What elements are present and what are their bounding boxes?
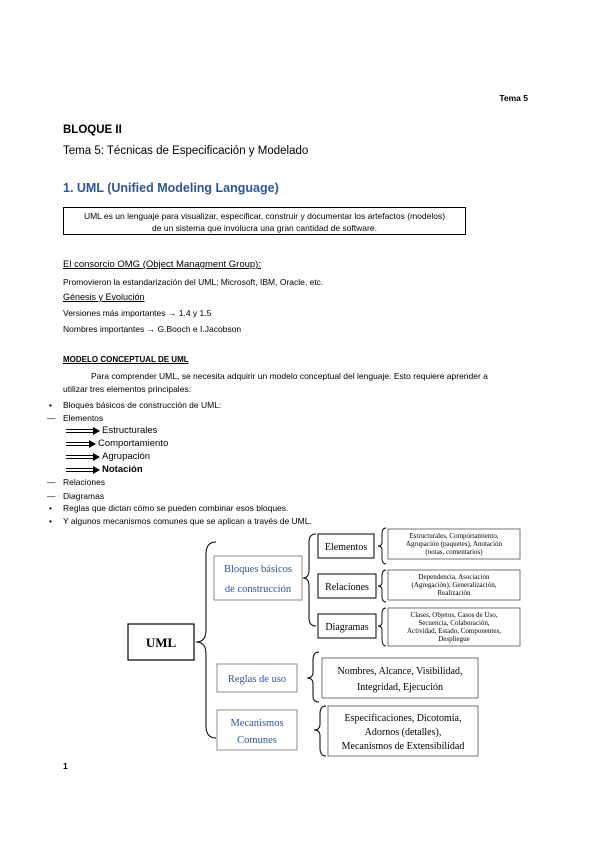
box-bloques-line2: de construcción: [224, 584, 292, 595]
brace-first-level: [196, 542, 216, 738]
sub-item-estructurales: Estructurales: [102, 425, 158, 436]
sub-item-agrupacion: Agrupación: [102, 451, 151, 462]
detail-diagramas-line4: Despliegue: [438, 635, 470, 643]
bullet-bloques: • Bloques básicos de construcción de UML:: [63, 400, 221, 410]
sub-item-comportamiento: Comportamiento: [98, 438, 169, 449]
box-mecanismos-line2: Comunes: [237, 735, 277, 746]
brace-elementos: [378, 528, 386, 564]
detail-relaciones-line2: (Agregación), Generalización,: [411, 581, 497, 589]
box-reglas-label: Reglas de uso: [227, 674, 287, 685]
brace-reglas: [307, 652, 319, 702]
detail-mecanismos-line1: Especificaciones, Dicotomía,: [344, 713, 462, 724]
detail-relaciones-line1: Dependencia, Asociación: [418, 573, 490, 581]
dash-elementos: — Elementos: [63, 413, 103, 423]
diagram-root-label: UML: [145, 635, 177, 650]
detail-mecanismos-line3: Mecanismos de Extensibilidad: [341, 741, 465, 752]
box-mecanismos-line1: Mecanismos: [230, 718, 284, 729]
conceptual-para-line-2: utilizar tres elementos principales:: [63, 384, 192, 394]
names-text: Nombres importantes → G.Booch e I.Jacobson: [63, 324, 242, 334]
conceptual-heading: MODELO CONCEPTUAL DE UML: [63, 355, 189, 364]
sub-item-row-4: [66, 464, 143, 475]
sub-item-row-3: [66, 451, 150, 462]
dash-relaciones: — Relaciones: [63, 477, 105, 487]
page-number: 1: [63, 761, 68, 771]
detail-diagramas-line2: Secuencia, Colaboración,: [418, 619, 490, 627]
bloque-title: BLOQUE II: [63, 124, 122, 136]
box-bloques-line1: Bloques básicos: [224, 564, 292, 575]
box-diagramas-label: Diagramas: [325, 622, 369, 633]
bullet-mecanismos: • Y algunos mecanismos comunes que se aplican a través de UML.: [63, 516, 312, 526]
header-tema-label: Tema 5: [499, 93, 528, 103]
detail-diagramas-line1: Clases, Objetos, Casos de Uso,: [410, 611, 498, 619]
box-elementos-label: Elementos: [324, 542, 368, 553]
tema-title: Tema 5: Técnicas de Especificación y Modelado: [63, 145, 309, 157]
bullet-reglas: • Reglas que dictan cómo se pueden combinar esos bloques.: [63, 503, 288, 513]
brace-relaciones: [378, 570, 386, 602]
detail-reglas-line1: Nombres, Alcance, Visibilidad,: [337, 666, 463, 677]
genesis-heading: Génesis y Evolución: [63, 292, 145, 302]
sub-item-row-1: [66, 425, 157, 436]
sub-item-notacion: Notación: [102, 464, 143, 475]
section-heading-uml: 1. UML (Unified Modeling Language): [63, 181, 279, 195]
uml-concept-diagram: [120, 526, 530, 760]
conceptual-para-line-1: Para comprender UML, se necesita adquirir un modelo conceptual del lenguaje. Esto requiere aprender a: [91, 371, 488, 381]
sub-item-row-2: [66, 438, 168, 449]
brace-mecanismos: [314, 706, 326, 756]
consortium-heading: El consorcio OMG (Object Managment Group):: [63, 259, 261, 270]
double-arrow-icon: [66, 453, 100, 461]
detail-elementos-line2: Agrupación (paquetes), Anotación: [405, 540, 503, 548]
detail-relaciones-line3: Realización: [437, 589, 471, 597]
detail-reglas-line2: Integridad, Ejecución: [356, 682, 444, 693]
box-relaciones-label: Relaciones: [325, 582, 369, 593]
definition-box: [63, 207, 466, 235]
detail-elementos-line1: Estructurales, Comportamiento,: [409, 532, 499, 540]
detail-elementos-line3: (notas, comentarios): [425, 548, 483, 556]
double-arrow-icon: [66, 440, 96, 448]
brace-diagramas: [378, 608, 386, 646]
brace-bloques: [303, 534, 316, 626]
definition-line-1: UML es un lenguaje para visualizar, especificar, construir y documentar los artefactos (modelos): [83, 211, 446, 221]
dash-diagramas: — Diagramas: [63, 491, 104, 501]
detail-diagramas-line3: Actividad, Estado, Componentes,: [407, 627, 501, 635]
double-arrow-icon: [66, 427, 100, 435]
versions-text: Versiones más importantes → 1.4 y 1.5: [63, 308, 212, 318]
consortium-text: Promovieron la estandarización del UML; Microsoft, IBM, Oracle, etc.: [63, 277, 324, 287]
double-arrow-icon: [66, 466, 100, 474]
detail-mecanismos-line2: Adornos (detalles),: [364, 727, 442, 738]
definition-line-2: de un sistema que involucra una gran cantidad de software.: [152, 223, 377, 233]
